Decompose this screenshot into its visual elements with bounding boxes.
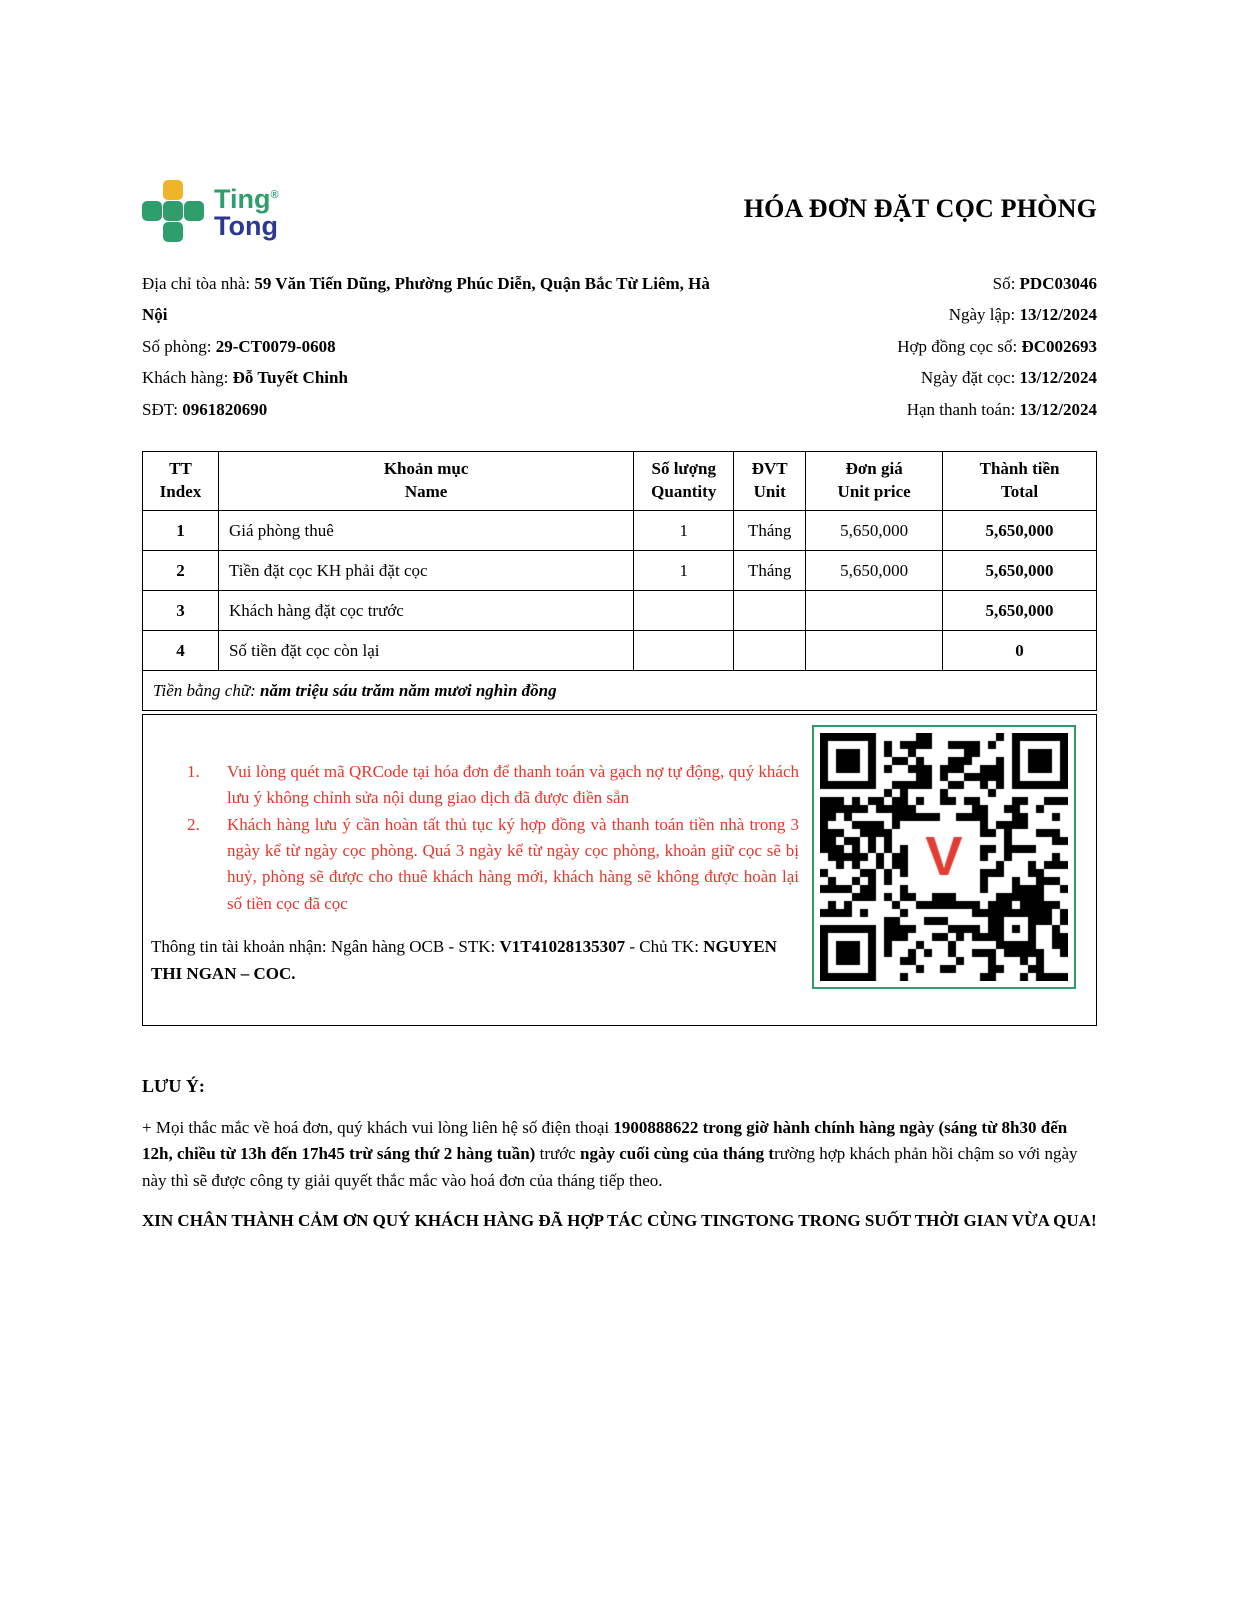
- contact-notice: + Mọi thắc mắc về hoá đơn, quý khách vui lòng liên hệ số điện thoại 1900888622 trong giờ hành chính hàng ngày (sáng từ 8h30 đến 12h, chiều từ 13h đến 17h45 trừ sáng thứ 2 hàng tuần) trước ngày cuối cùng của tháng trường hợp khách phản hồi chậm so với ngày này thì sẽ được công ty giải quyết thắc mắc vào hoá đơn của tháng tiếp theo.: [142, 1118, 1078, 1190]
- cell-index: 4: [143, 631, 219, 671]
- cell-name: Khách hàng đặt cọc trước: [218, 591, 633, 631]
- deposit-contract-number: Hợp đồng cọc số: ĐC002693: [897, 336, 1097, 356]
- invoice-items-table: [142, 451, 1097, 711]
- cell-index: 2: [143, 551, 219, 591]
- cell-total: 0: [943, 631, 1097, 671]
- cell-name: Giá phòng thuê: [218, 511, 633, 551]
- logo-tile-left: [142, 201, 162, 221]
- logo-text-tong: Tong: [214, 211, 278, 241]
- cell-unit: [734, 631, 806, 671]
- logo-tile-center: [163, 201, 183, 221]
- cell-unit-price: 5,650,000: [806, 511, 943, 551]
- table-row: [143, 631, 1097, 671]
- account-info: [151, 933, 799, 987]
- payment-due-date: Hạn thanh toán: 13/12/2024: [906, 399, 1097, 419]
- cell-total: 5,650,000: [943, 551, 1097, 591]
- qr-canvas: [820, 733, 1068, 981]
- list-item-number: 1.: [187, 762, 200, 782]
- amount-in-words: Tiền bằng chữ: năm triệu sáu trăm năm mươi nghìn đồng: [143, 671, 1097, 711]
- list-item-text: Khách hàng lưu ý cần hoàn tất thủ tục ký hợp đồng và thanh toán tiền nhà trong 3 ngày kể từ ngày cọc phòng. Quá 3 ngày kể từ ngày cọc phòng, khoản giữ cọc sẽ bị huỷ, phòng sẽ được cho thuê khách hàng mới, khách hàng sẽ không được hoàn lại số tiền cọc đã cọc: [227, 814, 799, 913]
- cell-unit-price: [806, 591, 943, 631]
- cell-index: 3: [143, 591, 219, 631]
- invoice-meta-block: [722, 268, 1097, 425]
- list-item-text: Vui lòng quét mã QRCode tại hóa đơn để thanh toán và gạch nợ tự động, quý khách lưu ý không chỉnh sửa nội dung giao dịch đã được điền sẵn: [227, 762, 799, 808]
- account-holder: NGUYEN THI NGAN – COC.: [151, 937, 777, 984]
- cell-unit: [734, 591, 806, 631]
- list-item: [187, 812, 799, 917]
- cell-unit-price: 5,650,000: [806, 551, 943, 591]
- thank-you-message: XIN CHÂN THÀNH CẢM ƠN QUÝ KHÁCH HÀNG ĐÃ HỢP TÁC CÙNG TINGTONG TRONG SUỐT THỜI GIAN VỪA QUA!: [142, 1211, 1097, 1231]
- building-address: Địa chỉ tòa nhà: 59 Văn Tiến Dũng, Phường Phúc Diễn, Quận Bắc Từ Liêm, Hà Nội: [142, 274, 710, 325]
- notes-box: [142, 714, 1097, 1026]
- table-row: [143, 551, 1097, 591]
- registered-mark: ®: [270, 189, 279, 201]
- list-item: [187, 759, 799, 812]
- account-mid: - Chủ TK:: [625, 937, 704, 957]
- cell-unit: Tháng: [734, 551, 806, 591]
- table-row: [143, 511, 1097, 551]
- account-prefix: Thông tin tài khoản nhận: Ngân hàng OCB - STK:: [151, 937, 500, 957]
- cell-unit-price: [806, 631, 943, 671]
- amount-in-words-row: [143, 671, 1097, 711]
- logo-tile-right: [184, 201, 204, 221]
- tingtong-logo-icon: [142, 180, 204, 242]
- hotline-number: 1900888622 trong giờ hành chính hàng ngày (sáng từ 8h30 đến 12h, chiều từ 13h đến 17h45 trừ sáng thứ 2 hàng tuần): [142, 1118, 1068, 1164]
- tingtong-logo: [142, 180, 279, 242]
- column-header-unit: ĐVT Unit: [734, 452, 806, 511]
- deposit-date: Ngày đặt cọc: 13/12/2024: [920, 368, 1097, 388]
- room-number: Số phòng: 29-CT0079-0608: [142, 336, 336, 356]
- cell-unit: Tháng: [734, 511, 806, 551]
- column-header-name: Khoản mục Name: [218, 452, 633, 511]
- document-header: [142, 180, 1097, 242]
- customer-info-block: [142, 268, 722, 425]
- list-item-number: 2.: [187, 814, 200, 834]
- column-header-index: TT Index: [143, 452, 219, 511]
- logo-text-ting: Ting: [214, 184, 271, 214]
- column-header-quantity: Số lượng Quantity: [634, 452, 734, 511]
- logo-tile-bottom: [163, 222, 183, 242]
- payment-notes-block: [151, 725, 799, 1015]
- invoice-title: HÓA ĐƠN ĐẶT CỌC PHÒNG: [743, 194, 1097, 223]
- cell-quantity: 1: [634, 551, 734, 591]
- account-number: V1T41028135307: [499, 937, 626, 957]
- cell-name: Số tiền đặt cọc còn lại: [218, 631, 633, 671]
- cell-total: 5,650,000: [943, 591, 1097, 631]
- invoice-info-section: [142, 268, 1097, 425]
- logo-wordmark: [214, 182, 279, 240]
- invoice-number: Số: PDC03046: [992, 274, 1097, 293]
- cell-quantity: [634, 591, 734, 631]
- logo-tile-yellow: [163, 180, 183, 200]
- cell-quantity: [634, 631, 734, 671]
- customer-name: Khách hàng: Đỗ Tuyết Chinh: [142, 368, 348, 388]
- table-row: [143, 591, 1097, 631]
- column-header-unit-price: Đơn giá Unit price: [806, 452, 943, 511]
- cell-total: 5,650,000: [943, 511, 1097, 551]
- issue-date: Ngày lập: 13/12/2024: [948, 305, 1097, 325]
- table-header-row: [143, 452, 1097, 511]
- footer-section: [142, 1076, 1097, 1234]
- cell-name: Tiền đặt cọc KH phải đặt cọc: [218, 551, 633, 591]
- payment-notes-list: [187, 759, 799, 917]
- phone-number: SĐT: 0961820690: [142, 399, 268, 419]
- notice-heading: LƯU Ý:: [142, 1076, 205, 1097]
- cell-quantity: 1: [634, 511, 734, 551]
- cell-index: 1: [143, 511, 219, 551]
- column-header-total: Thành tiền Total: [943, 452, 1097, 511]
- payment-qr-code: [812, 725, 1076, 989]
